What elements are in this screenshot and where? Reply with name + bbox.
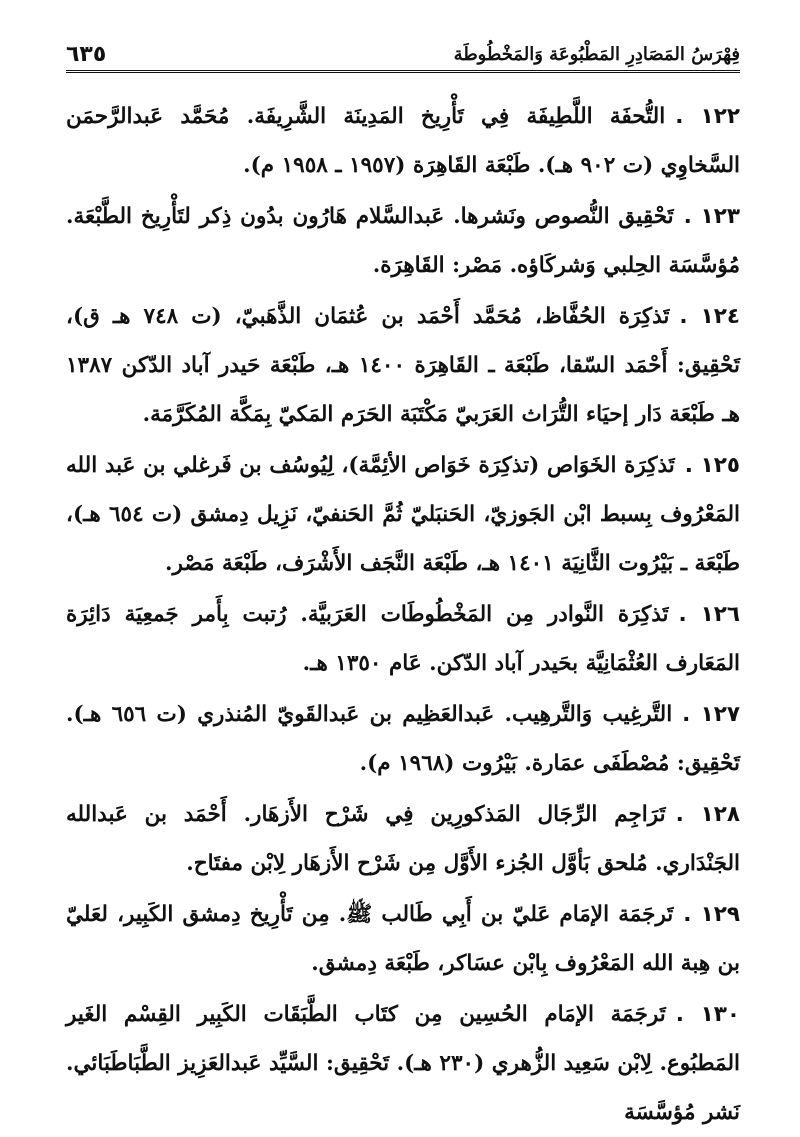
bibliography-list: [66, 92, 740, 1137]
bibliography-entry-127: [66, 690, 740, 788]
running-title: فِهْرَسُ المَصَادِرِ المَطْبُوعَة وَالمَخْطُوطَة: [453, 44, 740, 66]
header-rule: [66, 70, 740, 74]
book-page: [66, 30, 741, 1125]
running-header: [66, 30, 740, 70]
entry-text: تَرَاجِم الرِّجَال المَذكورِين فِي شَرْح الأَزهَار. أَحْمَد بن عَبدالله الجَنْدَاري. مُلحق بَأوَّل الجُزء الأَوَّل مِن شَرْح الأَزهَار لِابْن مفتَاح.: [66, 802, 740, 876]
entry-text: التُّحفَة اللَّطِيفَة فِي تَأْرِيخ المَدِينَة الشَّرِيفَة. مُحَمَّد عَبدالرَّحمَن السَّخاوِي (ت ٩٠٢ هـ). طَبْعَة القَاهِرَة (١٩٥٧ ـ ١٩٥٨ م).: [66, 104, 740, 178]
entry-number: ١٢٩ .: [683, 902, 740, 927]
bibliography-entry-126: [66, 590, 740, 688]
entry-text: تَرجَمَة الإمَام الحُسِين مِن كتَاب الطَّبَقَات الكَبِير القِسْم الغَير المَطبُوع. لِابْن سَعِيد الزُّهري (٢٣٠ هـ). تَحْقِيق: السَّيِّد عَبدالعَزِيز الطَّبَاطَبَائي. نَشر مُؤسَّسَة: [66, 1002, 740, 1125]
entry-number: ١٣٠ .: [675, 1002, 740, 1027]
entry-number: ١٢٣ .: [683, 204, 740, 229]
entry-text: تَذكِرَة الخَوَاص (تذكِرَة خَوَاص الأئِمَّة)، لِيُوسُف بن فَرغلي بن عَبد الله المَعْرُوف بِسبط ابْن الجَوزيّ، الحَنبَليّ ثُمَّ الحَنفيّ، نَزِيل دِمشق (ت ٦٥٤ هـ)، طَبْعَة ـ بَيْرُوت الثَّانِيَة ١٤٠١ هـ، طَبْعَة النَّجَف الأَشْرَف، طَبْعَة مَصْر.: [66, 453, 740, 576]
entry-text: تَذكِرَة النَّوادر مِن المَخْطُوطَات العَرَبيَّة. رُتبت بِأَمر جَمعِيَة دَائِرَة المَعَارف العُثْمَانِيَّة بحَيدر آباد الدّكن. عَام ١٣٥٠ هـ.: [66, 602, 740, 676]
entry-number: ١٢٢ .: [675, 104, 740, 129]
entry-number: ١٢٥ .: [684, 453, 740, 478]
entry-text: التَّرغِيب وَالتَّرهِيب. عَبدالعَظِيم بن عَبدالقَويّ المُنذري (ت ٦٥٦ هـ). تَحْقِيق: مُصْطَفَى عمَارة. بَيْرُوت (١٩٦٨ م).: [66, 702, 740, 776]
entry-number: ١٢٦ .: [678, 602, 741, 627]
entry-text: تَذكِرَة الحُفَّاظ، مُحَمَّد أَحْمَد بن عُثمَان الذَّهَبيّ، (ت ٧٤٨ هـ ق)، تَحْقِيق: أَحْمَد السّقا، طَبْعَة ـ القَاهِرَة ١٤٠٠ هـ، طَبْعَة حَيدر آباد الدّكن ١٣٨٧ هـ طَبْعَة دَار إحيَاء التُّرَاث العَرَبيّ مَكْتَبَة الحَرَم المَكيّ بِمَكَّة المُكَرَّمَة.: [66, 304, 740, 427]
entry-number: ١٢٤ .: [679, 304, 740, 329]
bibliography-entry-129: [66, 890, 740, 988]
bibliography-entry-125: [66, 441, 740, 588]
page-number: ٦٣٥: [66, 41, 107, 67]
entry-text: تَرجَمَة الإمَام عَليّ بن أَبِي طَالب ﷺ. مِن تَأْرِيخ دِمشق الكَبِير، لعَليّ بن هِبة الله المَعْرُوف بِابْن عسَاكر، طَبْعَة دِمشق.: [66, 902, 740, 976]
bibliography-entry-122: [66, 92, 740, 190]
entry-number: ١٢٧ .: [682, 702, 740, 727]
bibliography-entry-124: [66, 292, 740, 439]
entry-text: تَحْقِيق النُّصوص ونَشرها. عَبدالسَّلام هَارُون بدُون ذِكر لتَأْرِيخ الطَّبْعَة. مُؤسَّسَة الحِلبي وَشركَاؤه. مَصْر: القَاهِرَة.: [66, 204, 740, 278]
entry-number: ١٢٨ .: [675, 802, 740, 827]
bibliography-entry-128: [66, 790, 740, 888]
bibliography-entry-123: [66, 192, 740, 290]
bibliography-entry-130: [66, 990, 740, 1137]
